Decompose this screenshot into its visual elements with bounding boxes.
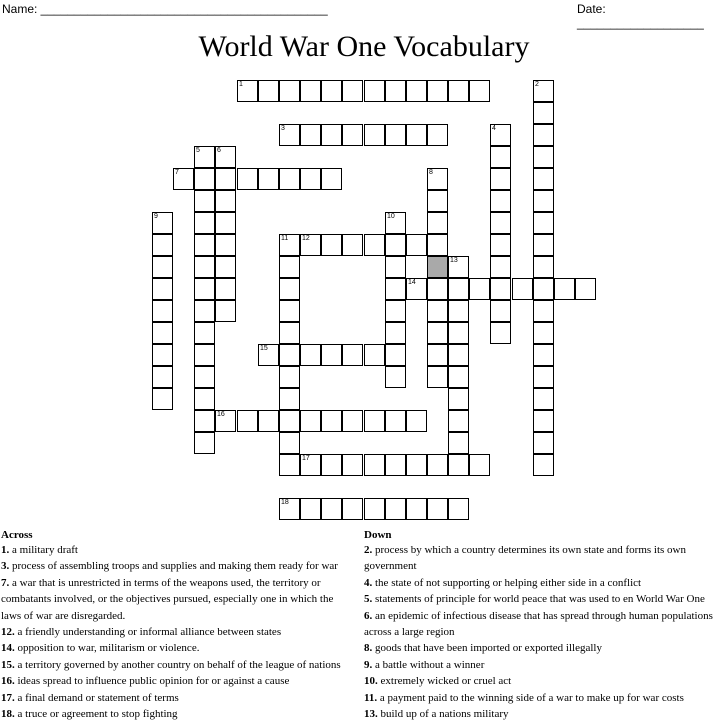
- grid-cell[interactable]: [406, 80, 427, 102]
- date-field-label: Date: ___________________: [577, 2, 704, 30]
- clue-text: process of assembling troops and supplies and making them ready for war: [9, 560, 338, 573]
- down-clue-list: [364, 542, 726, 722]
- clue-number-label: 18.: [1, 708, 15, 721]
- clue-text: a truce or agreement to stop fighting: [14, 708, 178, 721]
- grid-cell[interactable]: [533, 410, 554, 432]
- grid-cell[interactable]: [152, 344, 173, 366]
- grid-cell[interactable]: [533, 146, 554, 168]
- clue-number: 13: [450, 257, 458, 264]
- grid-cell[interactable]: [152, 278, 173, 300]
- grid-cell[interactable]: [533, 234, 554, 256]
- grid-cell[interactable]: [385, 344, 406, 366]
- grid-cell[interactable]: [385, 410, 406, 432]
- grid-cell[interactable]: [215, 146, 236, 168]
- grid-cell[interactable]: [279, 388, 300, 410]
- grid-cell[interactable]: [194, 322, 215, 344]
- clue-item: [1, 673, 356, 689]
- grid-cell[interactable]: [215, 168, 236, 190]
- grid-cell[interactable]: [385, 278, 406, 300]
- grid-cell[interactable]: [194, 300, 215, 322]
- grid-cell[interactable]: [194, 366, 215, 388]
- clue-item: [1, 575, 356, 624]
- grid-cell[interactable]: [469, 454, 490, 476]
- grid-cell[interactable]: [533, 80, 554, 102]
- grid-cell[interactable]: [385, 234, 406, 256]
- grid-cell[interactable]: [279, 366, 300, 388]
- clue-item: [364, 608, 726, 641]
- grid-cell[interactable]: [533, 168, 554, 190]
- grid-cell[interactable]: [490, 124, 511, 146]
- clue-number: 14: [408, 279, 416, 286]
- grid-cell[interactable]: [469, 278, 490, 300]
- clue-number: 3: [281, 125, 285, 132]
- grid-cell[interactable]: [533, 322, 554, 344]
- clue-number: 12: [302, 235, 310, 242]
- grid-cell[interactable]: [427, 498, 448, 520]
- clue-number-label: 17.: [1, 691, 15, 704]
- clue-text: a war that is unrestricted in terms of the weapons used, the territory or combatants involved, or the objectives pursued, especially one in which the laws of war are disregarded.: [1, 576, 334, 622]
- clue-item: [1, 706, 356, 722]
- grid-cell[interactable]: [385, 498, 406, 520]
- clue-number: 15: [260, 345, 268, 352]
- grid-cell[interactable]: [448, 300, 469, 322]
- clue-number-label: 2.: [364, 544, 373, 556]
- grid-cell[interactable]: [194, 344, 215, 366]
- grid-cell[interactable]: [533, 366, 554, 388]
- clue-number-label: 3.: [1, 560, 10, 573]
- grid-cell[interactable]: [448, 278, 469, 300]
- grid-cell[interactable]: [237, 80, 258, 102]
- grid-cell[interactable]: [364, 344, 385, 366]
- grid-cell[interactable]: [321, 234, 342, 256]
- clue-number: 16: [217, 411, 225, 418]
- grid-cell[interactable]: [427, 80, 448, 102]
- clue-number-label: 13.: [364, 708, 378, 721]
- clue-number-label: 12.: [1, 626, 15, 639]
- grid-cell[interactable]: [490, 278, 511, 300]
- grid-cell[interactable]: [448, 344, 469, 366]
- grid-cell[interactable]: [321, 168, 342, 190]
- clue-number: 1: [239, 81, 243, 88]
- grid-cell[interactable]: [279, 256, 300, 278]
- clue-item: [364, 542, 726, 575]
- grid-cell[interactable]: [533, 278, 554, 300]
- grid-cell[interactable]: [215, 234, 236, 256]
- grid-cell[interactable]: [533, 454, 554, 476]
- clue-text: process by which a country determines its own state and forms its own government: [364, 544, 686, 573]
- grid-cell[interactable]: [321, 344, 342, 366]
- grid-cell[interactable]: [427, 212, 448, 234]
- grid-cell[interactable]: [406, 498, 427, 520]
- clue-number: 18: [281, 499, 289, 506]
- grid-cell[interactable]: [448, 454, 469, 476]
- grid-cell[interactable]: [364, 80, 385, 102]
- grid-cell[interactable]: [490, 212, 511, 234]
- grid-cell[interactable]: [300, 410, 321, 432]
- grid-cell[interactable]: [448, 80, 469, 102]
- grid-cell[interactable]: [490, 300, 511, 322]
- grid-cell[interactable]: [342, 124, 363, 146]
- clue-number: 7: [175, 169, 179, 176]
- grid-cell[interactable]: [152, 234, 173, 256]
- grid-cell[interactable]: [215, 256, 236, 278]
- clue-number-label: 16.: [1, 675, 15, 688]
- grid-cell[interactable]: [300, 124, 321, 146]
- clue-text: goods that have been imported or exported illegally: [372, 642, 602, 655]
- grid-cell[interactable]: [152, 322, 173, 344]
- clue-number-label: 6.: [364, 609, 373, 622]
- grid-cell[interactable]: [279, 432, 300, 454]
- across-heading: Across: [1, 529, 33, 541]
- grid-cell[interactable]: [448, 322, 469, 344]
- clue-text: a territory governed by another country on behalf of the league of nations: [14, 658, 341, 671]
- grid-cell[interactable]: [490, 322, 511, 344]
- grid-cell[interactable]: [300, 498, 321, 520]
- grid-cell[interactable]: [490, 190, 511, 212]
- grid-cell[interactable]: [533, 344, 554, 366]
- clue-number-label: 14.: [1, 642, 15, 655]
- clue-number: 8: [429, 169, 433, 176]
- grid-cell[interactable]: [448, 366, 469, 388]
- across-clues: [1, 528, 356, 722]
- grid-cell[interactable]: [427, 366, 448, 388]
- clue-item: [364, 690, 726, 706]
- grid-cell[interactable]: [258, 410, 279, 432]
- grid-cell[interactable]: [215, 278, 236, 300]
- clue-number-label: 10.: [364, 675, 378, 688]
- clue-item: [364, 591, 726, 607]
- grid-cell[interactable]: [385, 212, 406, 234]
- grid-cell[interactable]: [321, 498, 342, 520]
- grid-cell[interactable]: [215, 410, 236, 432]
- grid-cell[interactable]: [279, 234, 300, 256]
- grid-cell[interactable]: [533, 190, 554, 212]
- clue-item: [1, 690, 356, 706]
- grid-cell[interactable]: [300, 454, 321, 476]
- grid-cell[interactable]: [385, 322, 406, 344]
- grid-cell[interactable]: [258, 80, 279, 102]
- clue-number: 4: [492, 125, 496, 132]
- grid-cell[interactable]: [321, 80, 342, 102]
- grid-cell[interactable]: [194, 388, 215, 410]
- grid-cell[interactable]: [237, 168, 258, 190]
- clue-number-label: 7.: [1, 576, 10, 589]
- grid-cell[interactable]: [406, 124, 427, 146]
- clue-text: a military draft: [9, 544, 78, 556]
- grid-cell[interactable]: [342, 80, 363, 102]
- clue-text: build up of a nations military: [377, 708, 509, 721]
- grid-cell[interactable]: [279, 80, 300, 102]
- grid-cell[interactable]: [215, 212, 236, 234]
- down-clues: [364, 528, 726, 722]
- clue-number: 11: [281, 235, 289, 242]
- grid-cell[interactable]: [554, 278, 575, 300]
- clue-item: [364, 575, 726, 591]
- grid-cell[interactable]: [533, 212, 554, 234]
- grid-cell[interactable]: [152, 366, 173, 388]
- grid-cell[interactable]: [194, 410, 215, 432]
- grid-cell[interactable]: [364, 234, 385, 256]
- grid-cell[interactable]: [364, 410, 385, 432]
- grid-cell[interactable]: [490, 168, 511, 190]
- clue-text: a payment paid to the winning side of a war to make up for war costs: [377, 691, 684, 704]
- grid-cell[interactable]: [448, 388, 469, 410]
- grid-cell[interactable]: [427, 168, 448, 190]
- grid-cell[interactable]: [215, 190, 236, 212]
- clue-text: a battle without a winner: [372, 658, 485, 671]
- grid-cell[interactable]: [364, 454, 385, 476]
- grid-cell[interactable]: [512, 278, 533, 300]
- grid-cell[interactable]: [448, 256, 469, 278]
- grid-cell[interactable]: [194, 146, 215, 168]
- grid-cell[interactable]: [342, 344, 363, 366]
- grid-cell[interactable]: [342, 498, 363, 520]
- grid-cell[interactable]: [385, 366, 406, 388]
- clue-item: [1, 542, 356, 558]
- grid-cell[interactable]: [194, 234, 215, 256]
- clue-number-label: 5.: [364, 593, 373, 606]
- grid-cell[interactable]: [533, 256, 554, 278]
- grid-cell[interactable]: [279, 300, 300, 322]
- grid-cell[interactable]: [427, 322, 448, 344]
- grid-cell[interactable]: [406, 454, 427, 476]
- grid-cell[interactable]: [321, 410, 342, 432]
- grid-cell[interactable]: [406, 410, 427, 432]
- clue-item: [1, 640, 356, 656]
- clue-item: [364, 657, 726, 673]
- grid-cell[interactable]: [342, 454, 363, 476]
- grid-cell[interactable]: [533, 102, 554, 124]
- clue-text: opposition to war, militarism or violence.: [14, 642, 200, 655]
- grid-cell[interactable]: [533, 300, 554, 322]
- clue-item: [1, 657, 356, 673]
- grid-cell[interactable]: [152, 388, 173, 410]
- clue-text: statements of principle for world peace that was used to en World War One: [372, 593, 705, 606]
- grid-cell[interactable]: [194, 256, 215, 278]
- grid-cell[interactable]: [279, 410, 300, 432]
- grid-cell[interactable]: [469, 80, 490, 102]
- clue-text: the state of not supporting or helping either side in a conflict: [372, 576, 642, 589]
- clue-number-label: 9.: [364, 658, 373, 671]
- grid-cell[interactable]: [427, 124, 448, 146]
- grid-cell[interactable]: [342, 410, 363, 432]
- grid-cell[interactable]: [533, 124, 554, 146]
- grid-cell[interactable]: [406, 234, 427, 256]
- grid-cell[interactable]: [427, 278, 448, 300]
- clue-number: 9: [154, 213, 158, 220]
- clue-text: ideas spread to influence public opinion for or against a cause: [14, 675, 290, 688]
- grid-cell[interactable]: [427, 300, 448, 322]
- grid-cell[interactable]: [152, 212, 173, 234]
- grid-cell[interactable]: [533, 388, 554, 410]
- page-title: World War One Vocabulary: [198, 30, 530, 63]
- clue-number-label: 15.: [1, 658, 15, 671]
- grid-cell[interactable]: [194, 190, 215, 212]
- grid-cell[interactable]: [342, 234, 363, 256]
- grid-cell[interactable]: [194, 278, 215, 300]
- grid-cell[interactable]: [448, 432, 469, 454]
- grid-cell[interactable]: [385, 454, 406, 476]
- grid-cell[interactable]: [279, 278, 300, 300]
- clue-number-label: 8.: [364, 642, 373, 655]
- grid-cell[interactable]: [385, 256, 406, 278]
- grid-cell[interactable]: [279, 498, 300, 520]
- down-heading: Down: [364, 529, 392, 541]
- grid-cell[interactable]: [173, 168, 194, 190]
- grid-cell[interactable]: [300, 80, 321, 102]
- grid-cell[interactable]: [237, 410, 258, 432]
- grid-cell[interactable]: [490, 256, 511, 278]
- across-clue-list: [1, 542, 356, 722]
- grid-cell[interactable]: [575, 278, 596, 300]
- grid-cell[interactable]: [448, 498, 469, 520]
- grid-cell[interactable]: [427, 234, 448, 256]
- grid-cell[interactable]: [490, 234, 511, 256]
- clue-number: 17: [302, 455, 310, 462]
- clue-number-label: 11.: [364, 691, 378, 704]
- clue-number: 6: [217, 147, 221, 154]
- grid-cell[interactable]: [427, 256, 448, 278]
- grid-cell[interactable]: [279, 344, 300, 366]
- clue-item: [364, 640, 726, 656]
- clue-text: an epidemic of infectious disease that has spread through human populations across a large region: [364, 609, 713, 639]
- grid-cell[interactable]: [321, 124, 342, 146]
- grid-cell[interactable]: [258, 168, 279, 190]
- clue-text: a final demand or statement of terms: [14, 691, 179, 704]
- clue-item: [1, 624, 356, 640]
- grid-cell[interactable]: [300, 168, 321, 190]
- clue-item: [364, 706, 726, 722]
- clue-item: [1, 558, 356, 574]
- clue-number-label: 4.: [364, 576, 373, 589]
- grid-cell[interactable]: [533, 432, 554, 454]
- grid-cell[interactable]: [279, 322, 300, 344]
- grid-cell[interactable]: [385, 124, 406, 146]
- grid-cell[interactable]: [194, 168, 215, 190]
- grid-cell[interactable]: [427, 454, 448, 476]
- grid-cell[interactable]: [406, 278, 427, 300]
- clue-number-label: 1.: [1, 544, 10, 556]
- grid-cell[interactable]: [364, 498, 385, 520]
- grid-cell[interactable]: [385, 300, 406, 322]
- name-field-label: Name: ___________________________________________: [2, 2, 328, 16]
- grid-cell[interactable]: [427, 344, 448, 366]
- clue-number: 5: [196, 147, 200, 154]
- grid-cell[interactable]: [194, 212, 215, 234]
- clue-number: 10: [387, 213, 395, 220]
- grid-cell[interactable]: [215, 300, 236, 322]
- grid-cell[interactable]: [448, 410, 469, 432]
- grid-cell[interactable]: [364, 124, 385, 146]
- grid-cell[interactable]: [279, 454, 300, 476]
- clue-text: extremely wicked or cruel act: [377, 675, 512, 688]
- grid-cell[interactable]: [152, 300, 173, 322]
- clue-text: a friendly understanding or informal alliance between states: [14, 626, 282, 639]
- grid-cell[interactable]: [385, 80, 406, 102]
- clue-item: [364, 673, 726, 689]
- grid-cell[interactable]: [300, 344, 321, 366]
- grid-cell[interactable]: [427, 190, 448, 212]
- grid-cell[interactable]: [194, 432, 215, 454]
- grid-cell[interactable]: [321, 454, 342, 476]
- clue-number: 2: [535, 81, 539, 88]
- grid-cell[interactable]: [300, 234, 321, 256]
- grid-cell[interactable]: [279, 168, 300, 190]
- grid-cell[interactable]: [258, 344, 279, 366]
- grid-cell[interactable]: [279, 124, 300, 146]
- grid-cell[interactable]: [152, 256, 173, 278]
- grid-cell[interactable]: [490, 146, 511, 168]
